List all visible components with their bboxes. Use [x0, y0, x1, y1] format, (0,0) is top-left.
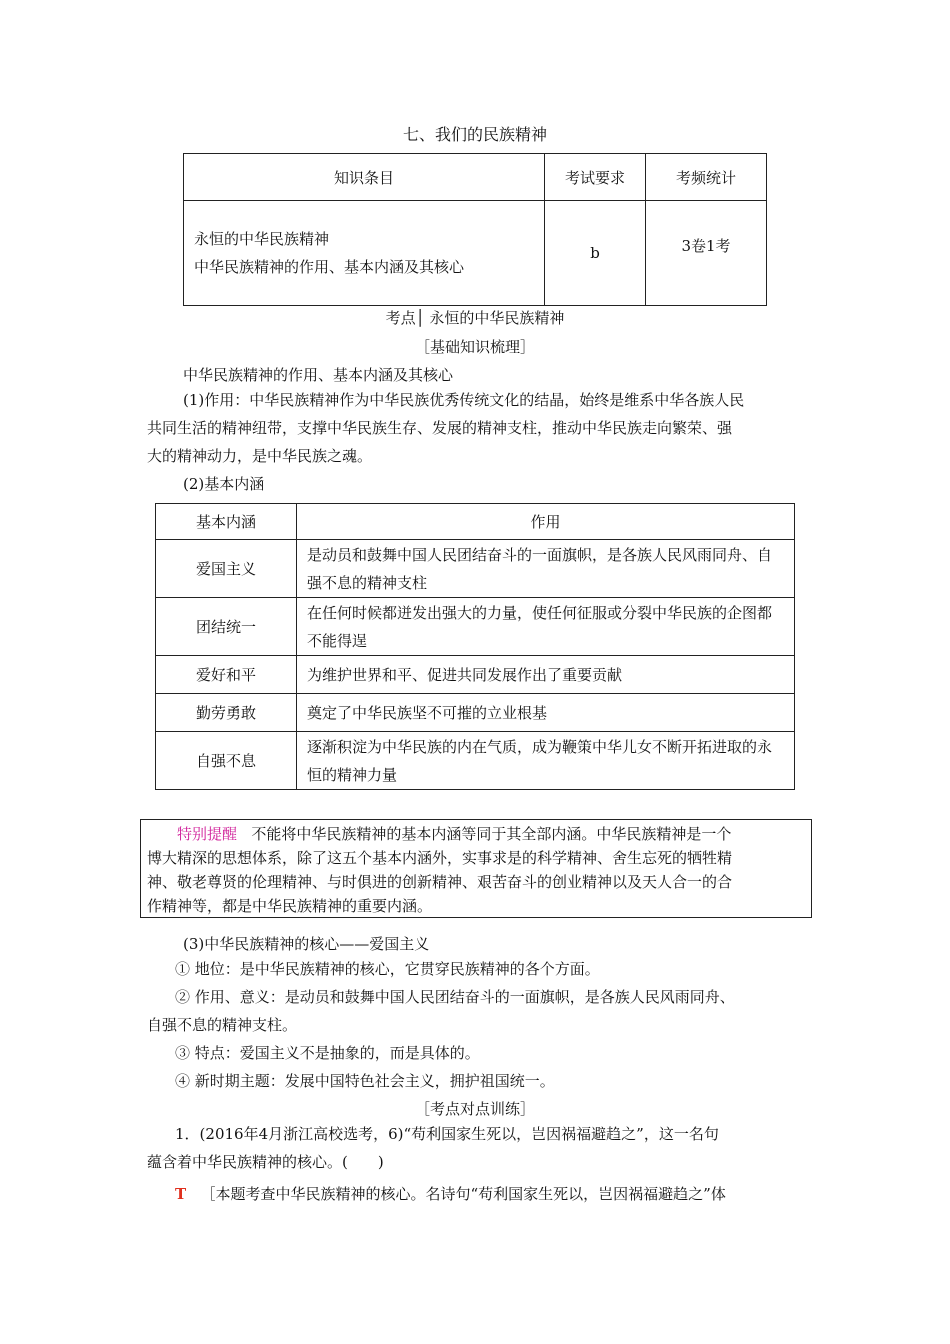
- text-line: 共同生活的精神纽带，支撑中华民族生存、发展的精神支柱，推动中华民族走向繁荣、强: [147, 419, 733, 437]
- topic-line: 中华民族精神的作用、基本内涵及其核心: [183, 366, 454, 384]
- knowledge-items: [184, 201, 545, 306]
- text-line: ③ 特点：爱国主义不是抽象的，而是具体的。: [175, 1044, 480, 1062]
- requirement-cell: b: [545, 201, 646, 306]
- training-label: ［考点对点训练］: [414, 1100, 535, 1118]
- table-header: 基本内涵: [156, 504, 297, 540]
- connotation-name: 勤劳勇敢: [156, 694, 297, 732]
- special-reminder-box: [140, 819, 812, 918]
- point-title: 考点│ 永恒的中华民族精神: [385, 309, 565, 327]
- connotation-table: [155, 503, 795, 790]
- connotation-desc: 在任何时候都迸发出强大的力量，使任何征服或分裂中华民族的企图都不能得逞: [297, 598, 795, 656]
- text-line: ④ 新时期主题：发展中国特色社会主义，拥护祖国统一。: [175, 1072, 555, 1090]
- reminder-label: 特别提醒: [177, 825, 238, 843]
- item3-label: (3)中华民族精神的核心——爱国主义: [183, 935, 430, 953]
- question-1: [147, 1120, 807, 1176]
- text-line: 自强不息的精神支柱。: [147, 1016, 298, 1034]
- connotation-desc: 逐渐积淀为中华民族的内在气质，成为鞭策中华儿女不断开拓进取的永恒的精神力量: [297, 732, 795, 790]
- connotation-desc: 为维护世界和平、促进共同发展作出了重要贡献: [297, 656, 795, 694]
- connotation-name: 团结统一: [156, 598, 297, 656]
- text-line: ② 作用、意义：是动员和鼓舞中国人民团结奋斗的一面旗帜，是各族人民风雨同舟、: [175, 988, 735, 1006]
- text-line: (1)作用：中华民族精神作为中华民族优秀传统文化的结晶，始终是维系中华各族人民: [183, 391, 745, 409]
- knowledge-item: 永恒的中华民族精神: [194, 230, 330, 248]
- text-line: 作精神等，都是中华民族精神的重要内涵。: [147, 897, 433, 915]
- text-line: 蕴含着中华民族精神的核心。( ): [147, 1153, 384, 1171]
- knowledge-item: 中华民族精神的作用、基本内涵及其核心: [194, 258, 465, 276]
- connotation-name: 爱好和平: [156, 656, 297, 694]
- answer-line: [147, 1180, 807, 1208]
- text-line: ① 地位：是中华民族精神的核心，它贯穿民族精神的各个方面。: [175, 960, 600, 978]
- text-line: 不能将中华民族精神的基本内涵等同于其全部内涵。中华民族精神是一个: [251, 825, 732, 843]
- connotation-name: 爱国主义: [156, 540, 297, 598]
- answer-text: ［本题考查中华民族精神的核心。名诗句“苟利国家生死以，岂因祸福避趋之”体: [200, 1185, 726, 1203]
- answer-mark: T: [175, 1185, 187, 1203]
- table-header: 作用: [297, 504, 795, 540]
- connotation-desc: 是动员和鼓舞中国人民团结奋斗的一面旗帜，是各族人民风雨同舟、自强不息的精神支柱: [297, 540, 795, 598]
- table-header: 考频统计: [646, 154, 767, 201]
- knowledge-table: [183, 153, 767, 306]
- text-line: 博大精深的思想体系，除了这五个基本内涵外，实事求是的科学精神、舍生忘死的牺牲精: [147, 849, 733, 867]
- text-line: 大的精神动力，是中华民族之魂。: [147, 447, 373, 465]
- item3-points: [147, 955, 807, 1095]
- item2-label: (2)基本内涵: [183, 475, 265, 493]
- item1-paragraph: [147, 386, 807, 470]
- section-title: 七、我们的民族精神: [402, 125, 547, 144]
- table-header: 考试要求: [545, 154, 646, 201]
- connotation-name: 自强不息: [156, 732, 297, 790]
- text-line: 神、敬老尊贤的伦理精神、与时俱进的创新精神、艰苦奋斗的创业精神以及天人合一的合: [147, 873, 733, 891]
- frequency-cell: 3卷1考: [646, 201, 767, 306]
- table-header: 知识条目: [184, 154, 545, 201]
- connotation-desc: 奠定了中华民族坚不可摧的立业根基: [297, 694, 795, 732]
- basic-knowledge-label: ［基础知识梳理］: [414, 338, 535, 356]
- text-line: 1．(2016年4月浙江高校选考，6)“苟利国家生死以，岂因祸福避趋之”，这一名句: [175, 1125, 719, 1143]
